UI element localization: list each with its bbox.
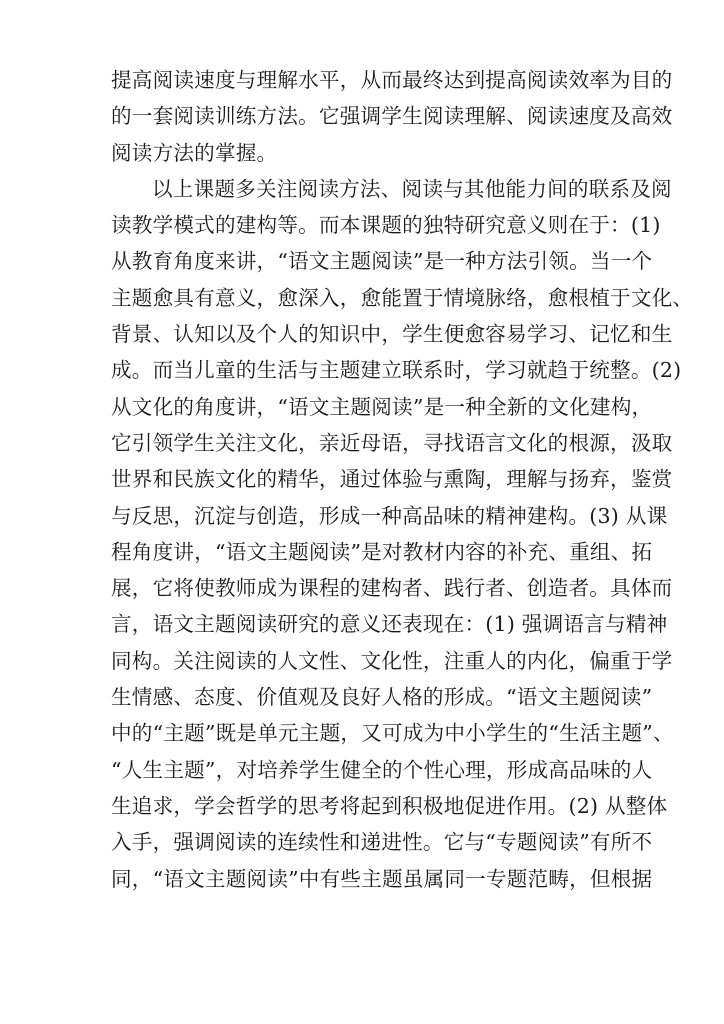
text-line: 中的“主题”既是单元主题，又可成为中小学生的“生活主题”、	[111, 721, 674, 746]
text-line: 从文化的角度讲，“语文主题阅读”是一种全新的文化建构，	[111, 394, 653, 419]
text-line: 读教学模式的建构等。而本课题的独特研究意义则在于：(1)	[111, 213, 661, 238]
text-line: 提高阅读速度与理解水平，从而最终达到提高阅读效率为目的	[111, 68, 673, 92]
text-line: 展，它将使教师成为课程的建构者、践行者、创造者。具体而	[111, 576, 673, 601]
body-text	[111, 62, 694, 897]
text-line: 主题愈具有意义，愈深入，愈能置于情境脉络，愈根植于文化、	[111, 285, 694, 310]
text-line: 入手，强调阅读的连续性和递进性。它与“专题阅读”有所不	[111, 830, 653, 855]
text-line: 成。而当儿童的生活与主题建立联系时，学习就趋于统整。(2)	[111, 358, 682, 383]
text-line: 它引领学生关注文化，亲近母语，寻找语言文化的根源，汲取	[111, 430, 673, 455]
text-line: 背景、认知以及个人的知识中，学生便愈容易学习、记忆和生	[111, 322, 673, 347]
text-line: 言，语文主题阅读研究的意义还表现在：(1) 强调语言与精神	[111, 612, 668, 637]
text-line: 同构。关注阅读的人文性、文化性，注重人的内化，偏重于学	[111, 648, 673, 673]
text-line: 阅读方法的掌握。	[111, 140, 278, 165]
text-line: 生追求，学会哲学的思考将起到积极地促进作用。(2) 从整体	[111, 793, 668, 818]
paragraph-first-line: 以上课题多关注阅读方法、阅读与其他能力间的联系及阅	[152, 176, 672, 201]
text-line: 的一套阅读训练方法。它强调学生阅读理解、阅读速度及高效	[111, 104, 673, 129]
text-line: “人生主题”，对培养学生健全的个性心理，形成高品味的人	[111, 757, 653, 782]
text-line: 程角度讲，“语文主题阅读”是对教材内容的补充、重组、拓	[111, 539, 653, 564]
text-line: 从教育角度来讲，“语文主题阅读”是一种方法引领。当一个	[111, 249, 653, 274]
text-line: 同，“语文主题阅读”中有些主题虽属同一专题范畴，但根据	[111, 866, 653, 891]
text-line: 生情感、态度、价值观及良好人格的形成。“语文主题阅读”	[111, 685, 653, 710]
text-line: 与反思，沉淀与创造，形成一种高品味的精神建构。(3) 从课	[111, 503, 668, 528]
text-line: 世界和民族文化的精华，通过体验与熏陶，理解与扬弃，鉴赏	[111, 467, 673, 492]
